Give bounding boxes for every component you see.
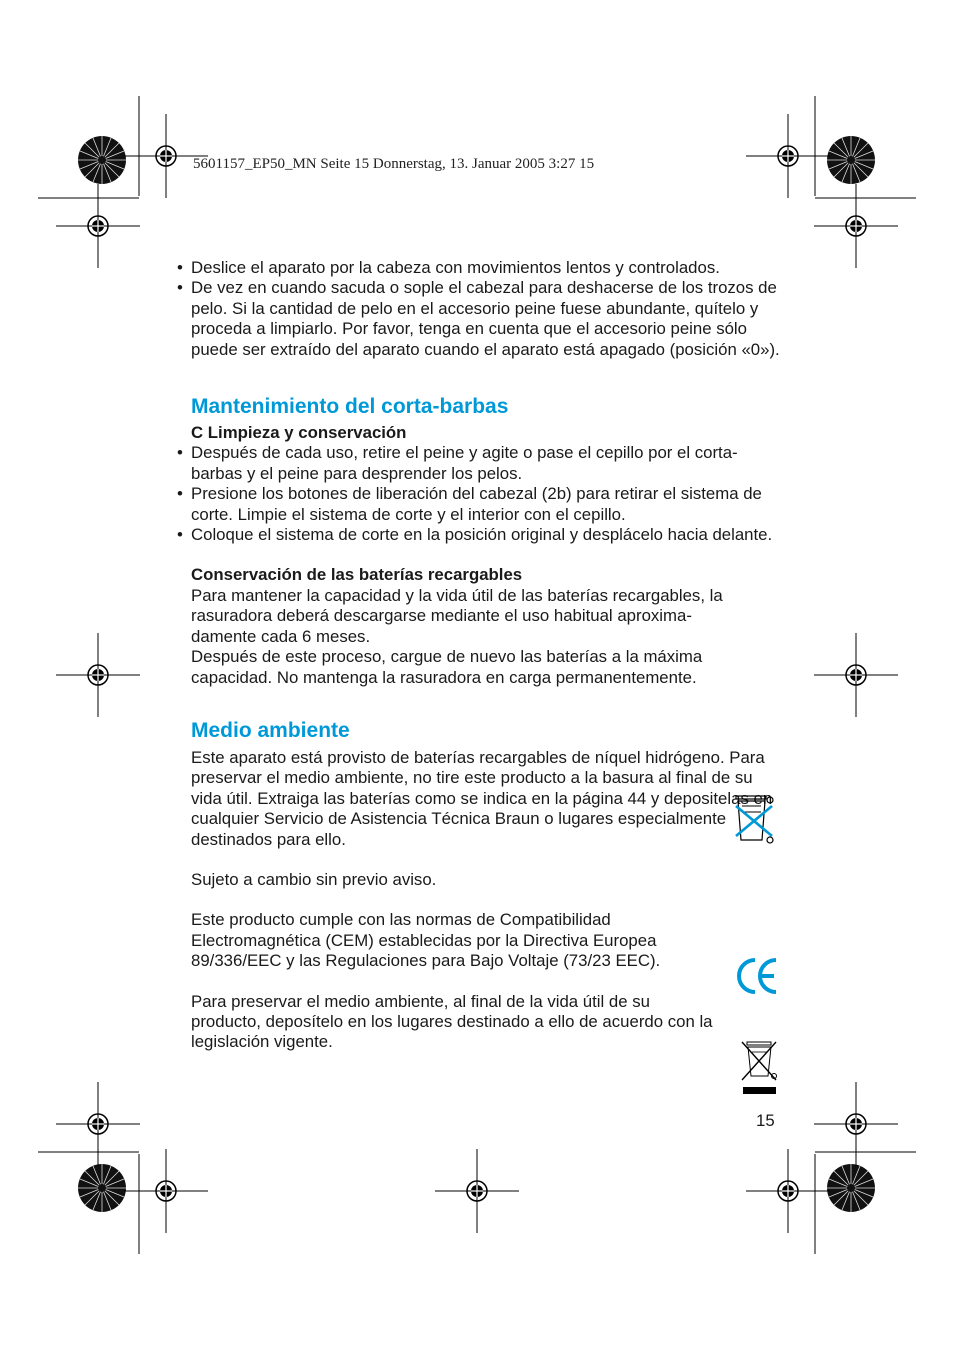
maintenance-bullet: • Presione los botones de liberación del cabezal (2b) para retirar el sistema de corte. Limpie el sistema de corte y el interior con el cepillo. xyxy=(175,484,785,525)
battery-recycling-bin-icon xyxy=(730,792,778,848)
change-notice: Sujeto a cambio sin previo aviso. xyxy=(191,869,437,889)
maintenance-bullet: • Después de cada uso, retire el peine y agite o pase el cepillo por el corta-barbas y el peine para desprender los pelos. xyxy=(175,443,785,484)
battery-text: Para mantener la capacidad y la vida útil de las baterías recargables, la rasuradora deberá descargarse mediante el uso habitual aproxima-damente cada 6 meses. xyxy=(191,585,723,646)
environment-text xyxy=(175,748,785,1053)
page-number: 15 xyxy=(756,1111,775,1130)
disposal-text: Para preservar el medio ambiente, al final de la vida útil de su producto, deposítelo en los lugares destinado a ello de acuerdo con la legislación vigente. xyxy=(191,991,713,1052)
maintenance-heading: Mantenimiento del corta-barbas xyxy=(191,395,509,419)
maintenance-bullet: • Coloque el sistema de corte en la posición original y desplácelo hacia delante. xyxy=(175,525,785,545)
battery-text: Después de este proceso, cargue de nuevo las baterías a la máxima capacidad. No mantenga la rasuradora en carga permanentemente. xyxy=(191,647,703,687)
weee-crossed-bin-icon xyxy=(738,1036,780,1096)
print-header: 5601157_EP50_MN Seite 15 Donnerstag, 13. Januar 2005 3:27 15 xyxy=(193,156,595,172)
cleaning-subheading: C Limpieza y conservación xyxy=(191,423,407,443)
intro-bullet: • De vez en cuando sacuda o sople el cabezal para deshacerse de los trozos de pelo. Si la cantidad de pelo en el accesorio peine fuese abundante, quítelo y proceda a limpiarlo. Por favor, tenga en cuenta que el accesorio peine sólo puede ser extraído del aparato cuando el aparato está apagado (posición «0»). xyxy=(175,278,785,360)
page-content xyxy=(175,258,785,1053)
environment-heading: Medio ambiente xyxy=(191,718,350,742)
emc-compliance-text: Este producto cumple con las normas de Compatibilidad Electromagnética (CEM) establecidas por la Directiva Europea 89/336/EEC y las Regulaciones para Bajo Voltaje (73/23 EEC). xyxy=(191,910,661,971)
ce-mark-icon xyxy=(736,956,780,996)
battery-disposal-text: Este aparato está provisto de baterías recargables de níquel hidrógeno. Para preservar el medio ambiente, no tire este producto a la basura al final de su vida útil. Extraiga las baterías como se indica en la página 44 y depositelas en cualquier Servicio de Asistencia Técnica Braun o lugares especialmente destinados para ello. xyxy=(191,747,773,849)
battery-subheading: Conservación de las baterías recargables xyxy=(191,565,523,585)
intro-bullet: • Deslice el aparato por la cabeza con movimientos lentos y controlados. xyxy=(175,258,785,278)
